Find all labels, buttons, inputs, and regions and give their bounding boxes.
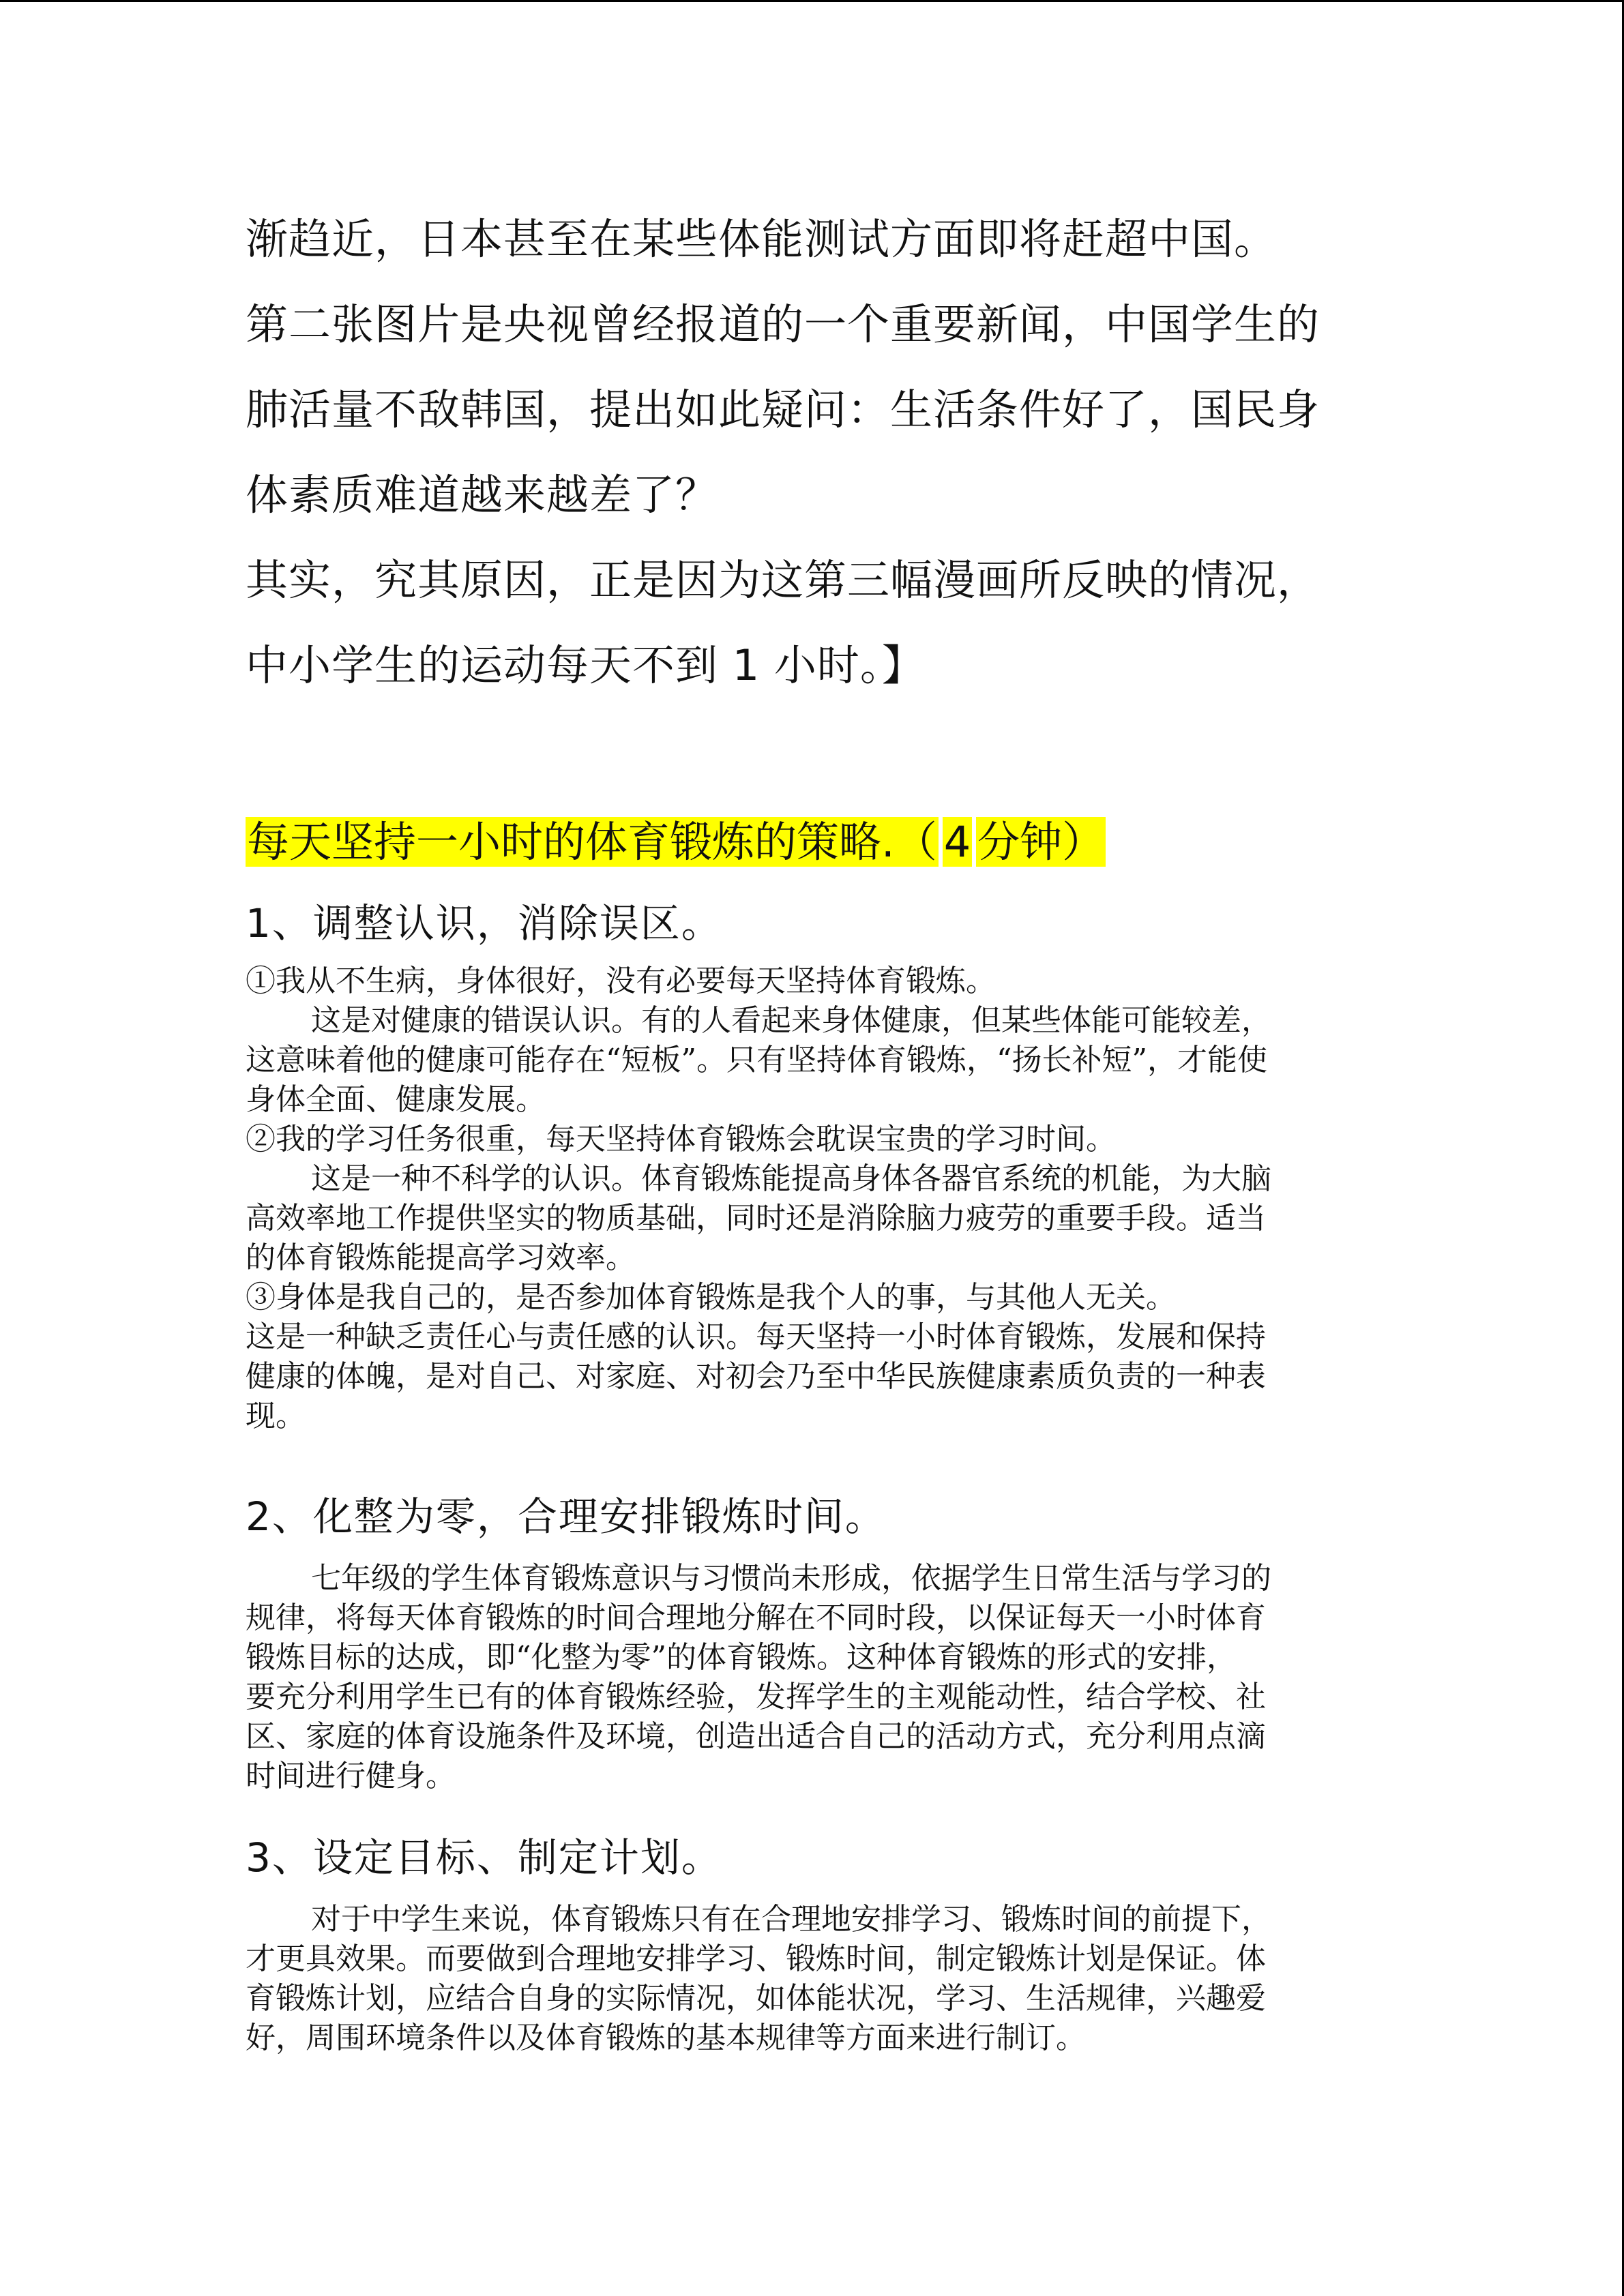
intro-line: 体素质难道越来越差了？ [246,470,719,520]
part-1-body [246,961,1378,1436]
intro-line: 渐趋近，日本甚至在某些体能测试方面即将赶超中国。 [246,214,1278,264]
part-2-body [246,1559,1378,1796]
body-line: 时间进行健身。 [246,1759,456,1793]
intro-line: 中小学生的运动每天不到 1 小时。】 [246,640,925,690]
body-line: 这意味着他的健康可能存在“短板”。只有坚持体育锻炼，“扬长补短”，才能使 [246,1043,1267,1077]
body-line: ②我的学习任务很重，每天坚持体育锻炼会耽误宝贵的学习时间。 [246,1122,1116,1157]
body-line: 七年级的学生体育锻炼意识与习惯尚未形成，依据学生日常生活与学习的 [311,1561,1271,1596]
body-line: 区、家庭的体育设施条件及环境，创造出适合自己的活动方式，充分利用点滴 [246,1719,1266,1754]
heading-part-3: 3、设定目标、制定计划。 [246,1834,722,1881]
body-line: 这是一种不科学的认识。体育锻炼能提高身体各器官系统的机能，为大脑 [311,1161,1271,1196]
body-line: 规律，将每天体育锻炼的时间合理地分解在不同时段，以保证每天一小时体育 [246,1600,1266,1635]
body-line: 现。 [246,1399,306,1433]
body-line: 高效率地工作提供坚实的物质基础，同时还是消除脑力疲劳的重要手段。适当 [246,1201,1266,1236]
body-line: ①我从不生病，身体很好，没有必要每天坚持体育锻炼。 [246,964,996,998]
body-line: 这是一种缺乏责任心与责任感的认识。每天坚持一小时体育锻炼，发展和保持 [246,1320,1266,1354]
section-title-unit: 分钟） [977,817,1105,867]
page-top-border [0,0,1624,2]
section-title-main: 每天坚持一小时的体育锻炼的策略.（ [247,817,937,867]
body-line: 锻炼目标的达成，即“化整为零”的体育锻炼。这种体育锻炼的形式的安排， [246,1640,1237,1675]
intro-line: 第二张图片是央视曾经报道的一个重要新闻，中国学生的 [246,299,1320,349]
part-3-body [246,1900,1378,2058]
section-title [246,813,1106,871]
body-line: 才更具效果。而要做到合理地安排学习、锻炼时间，制定锻炼计划是保证。体 [246,1941,1266,1976]
section-title-minutes: 4 [943,817,971,867]
intro-line: 其实，究其原因，正是因为这第三幅漫画所反映的情况， [246,555,1320,605]
heading-part-1: 1、调整认识，消除误区。 [246,900,722,946]
heading-part-2: 2、化整为零，合理安排锻炼时间。 [246,1493,886,1540]
body-line: 要充分利用学生已有的体育锻炼经验，发挥学生的主观能动性，结合学校、社 [246,1680,1266,1714]
intro-line: 肺活量不敌韩国，提出如此疑问：生活条件好了，国民身 [246,385,1320,434]
body-line: 对于中学生来说，体育锻炼只有在合理地安排学习、锻炼时间的前提下， [311,1902,1271,1937]
body-line: 这是对健康的错误认识。有的人看起来身体健康，但某些体能可能较差， [311,1003,1271,1038]
body-line: 健康的体魄，是对自己、对家庭、对初会乃至中华民族健康素质负责的一种表 [246,1359,1266,1394]
body-line: ③身体是我自己的，是否参加体育锻炼是我个人的事，与其他人无关。 [246,1280,1176,1315]
body-line: 的体育锻炼能提高学习效率。 [246,1240,636,1275]
body-line: 好，周围环境条件以及体育锻炼的基本规律等方面来进行制订。 [246,2021,1086,2055]
body-line: 身体全面、健康发展。 [246,1082,546,1117]
body-line: 育锻炼计划，应结合自身的实际情况，如体能状况，学习、生活规律，兴趣爱 [246,1981,1266,2016]
